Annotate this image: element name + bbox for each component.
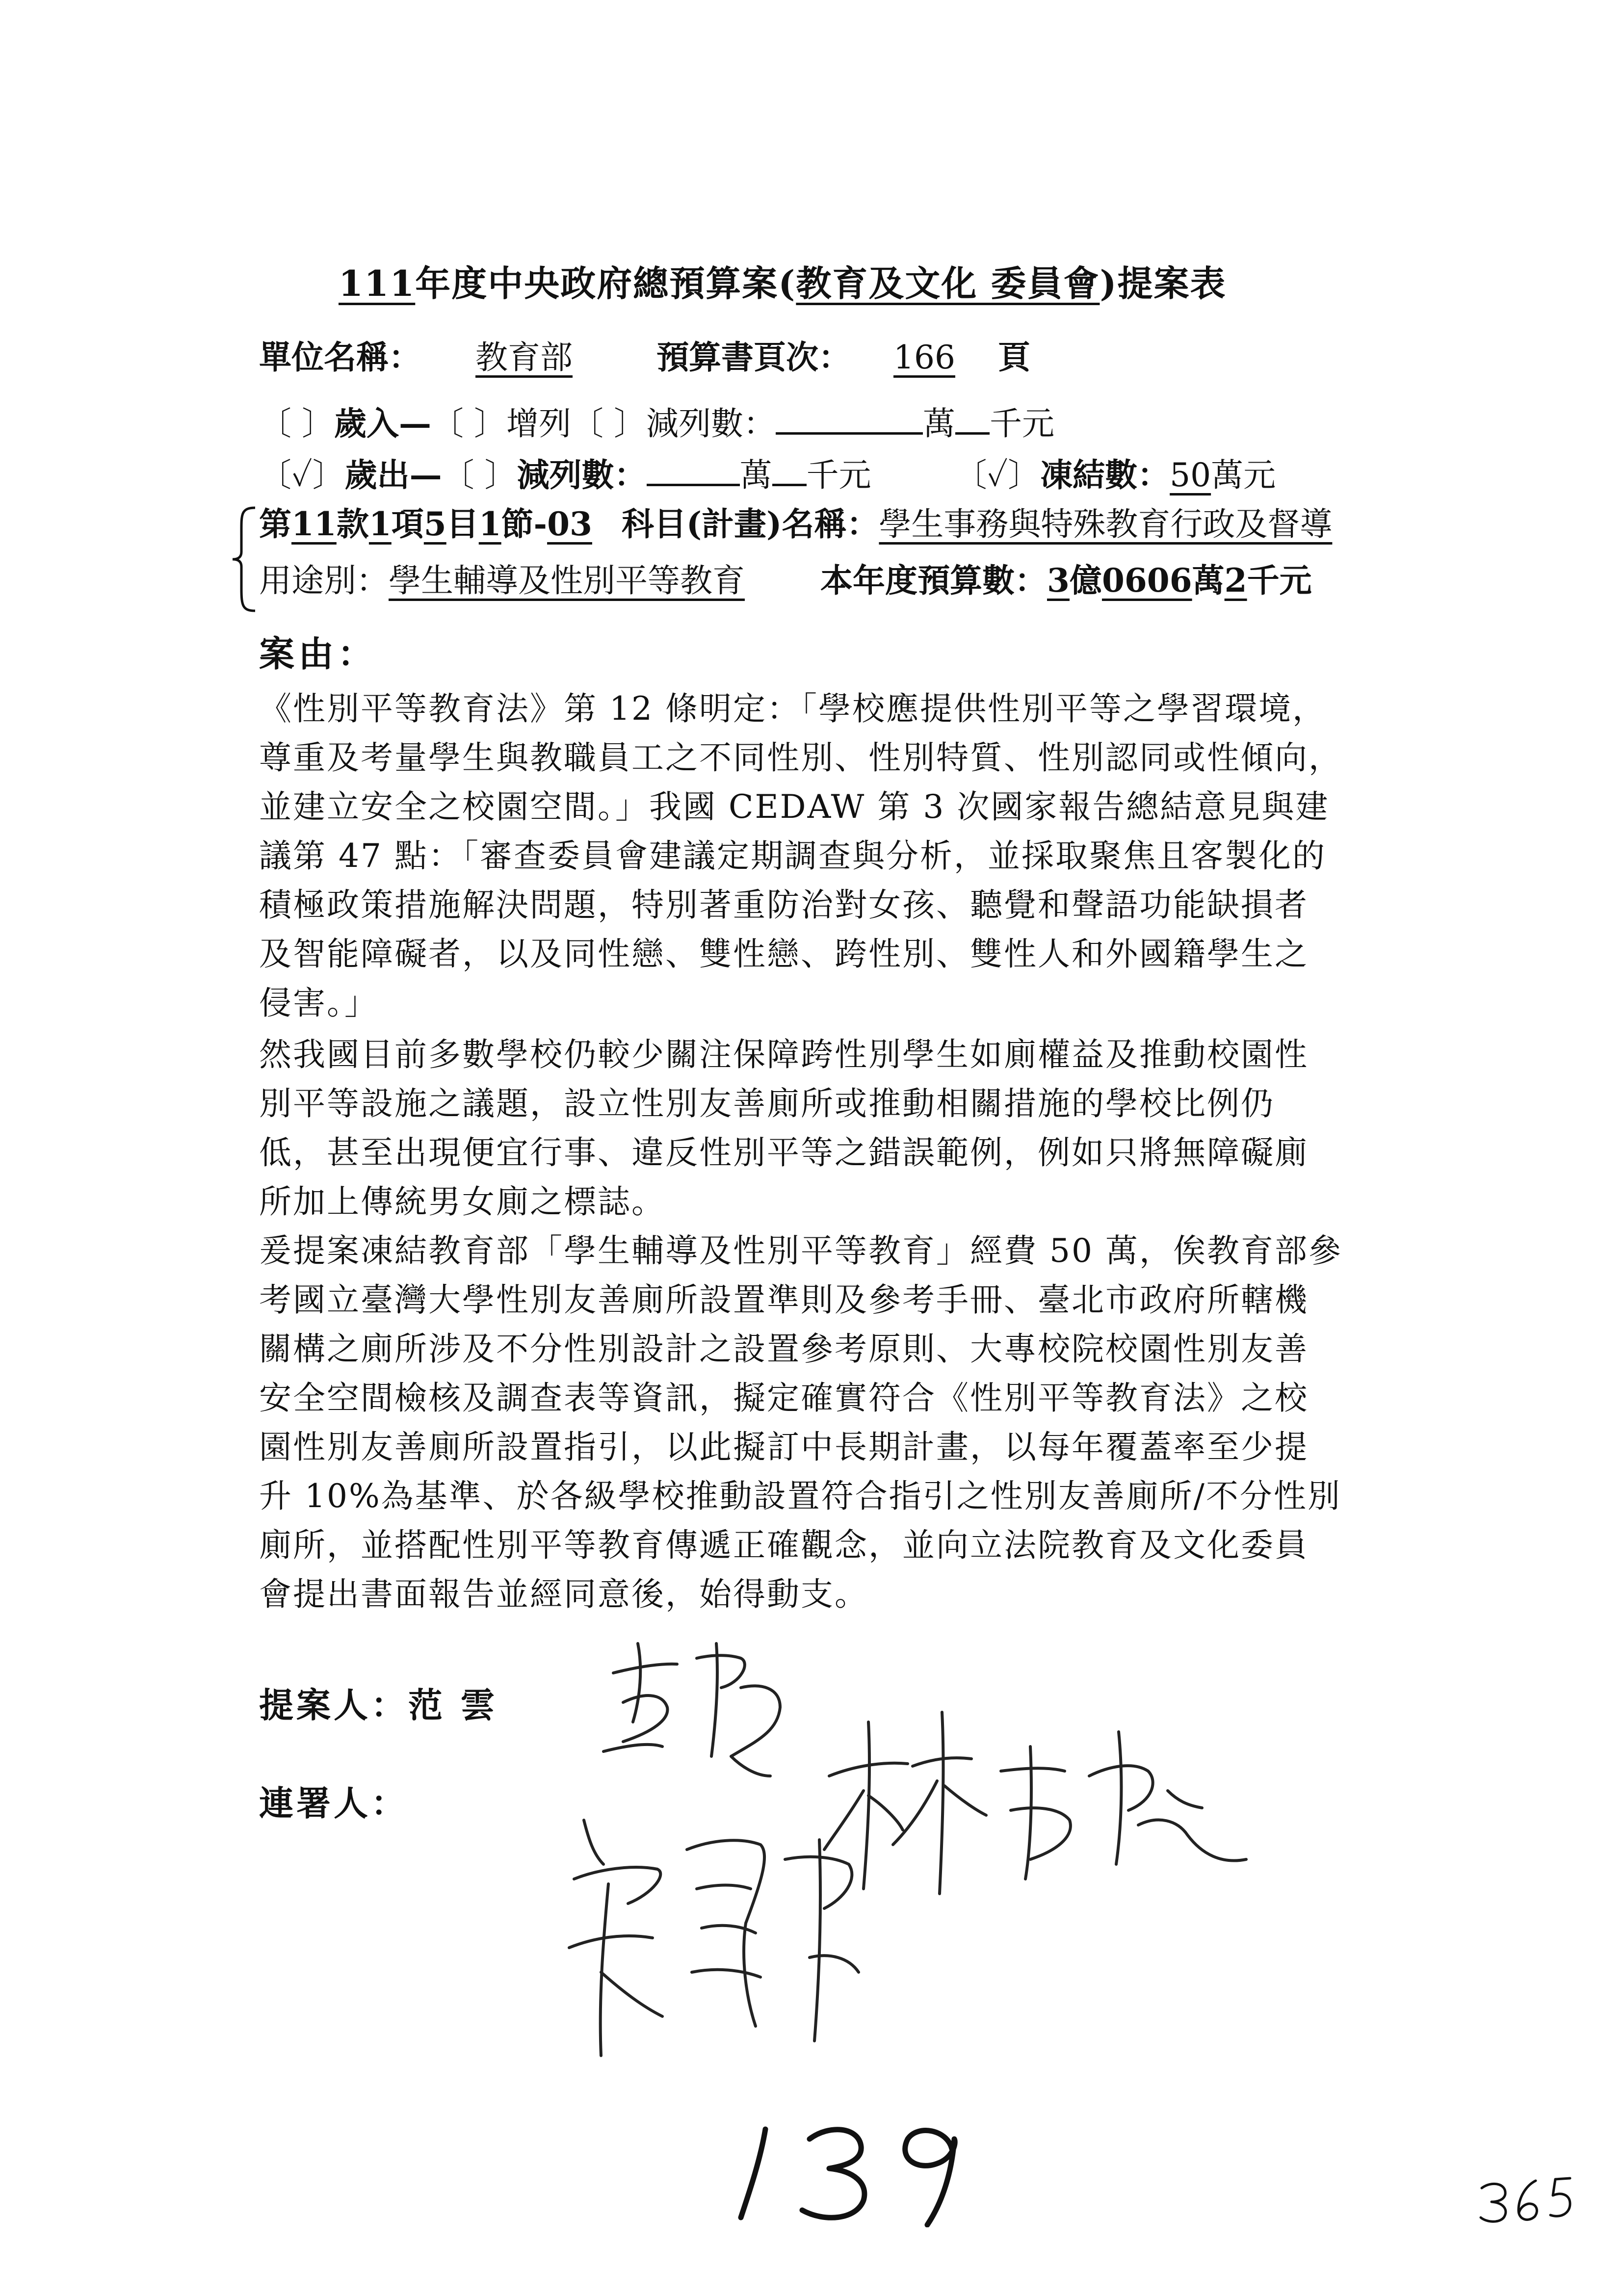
paragraph-line: 所加上傳統男女廁之標誌。 [259,1183,665,1221]
title-committee: 教育及文化 委員會 [796,262,1100,304]
budget-thousand-unit: 千元 [1247,561,1312,600]
title-pre: 年度中央政府總預算案( [415,262,796,304]
increase-checkbox: 〔 〕 [431,405,506,443]
unit-name: 教育部 [475,339,573,376]
freeze-checkbox: 〔✓〕 [954,456,1041,494]
income-checkbox: 〔 〕 [259,405,334,443]
paragraph-line: 廁所，並搭配性別平等教育傳遞正確觀念，並向立法院教育及文化委員 [259,1526,1309,1564]
expense-decrease-checkbox: 〔 〕 [442,456,517,494]
increase-label: 增列 [506,405,571,443]
cosigner-label: 連署人： [259,1783,408,1824]
proposer [259,1678,498,1727]
income-row [259,397,1054,444]
page-unit: 頁 [998,338,1030,376]
budget-wan: 0606 [1101,561,1192,600]
decrease-checkbox: 〔 〕 [571,405,646,443]
paragraph-2 [259,1030,1446,1226]
paragraph-1 [259,684,1446,1028]
paragraph-line: 《性別平等教育法》第 12 條明定：「學校應提供性別平等之學習環境， [259,690,1326,728]
expense-decrease-label: 減列數： [517,456,647,494]
item-mu: 5 [423,505,446,543]
paragraph-line: 考國立臺灣大學性別友善廁所設置準則及參考手冊、臺北市政府所轄機 [259,1281,1309,1319]
page-label: 預算書頁次： [656,338,851,376]
title-post: )提案表 [1100,262,1227,304]
item-jie: 1 [478,505,501,543]
proposer-label: 提案人： [259,1685,408,1725]
budget-page: 166 [893,339,955,376]
usage-row [259,554,1312,601]
subject-label: 科目(計畫)名稱： [621,505,879,543]
budget-label: 本年度預算數： [820,561,1047,600]
budget-thousand: 2 [1224,561,1247,600]
expense-checkbox: 〔✓〕 [259,456,345,494]
item-mu-label: 目 [446,505,479,543]
cosigner-signature-2 [554,1810,873,2075]
paragraph-line: 及智能障礙者，以及同性戀、雙性戀、跨性別、雙性人和外國籍學生之 [259,935,1309,973]
unit-label: 單位名稱： [259,338,421,376]
freeze-unit: 萬元 [1211,456,1276,494]
paragraph-line: 安全空間檢核及調查表等資訊，擬定確實符合《性別平等教育法》之校 [259,1379,1309,1417]
subject-name: 學生事務與特殊教育行政及督導 [879,505,1333,543]
paragraph-line: 爰提案凍結教育部「學生輔導及性別平等教育」經費 50 萬，俟教育部參 [259,1232,1342,1270]
item-xiang: 1 [368,505,392,543]
paragraph-line: 升 10%為基準、於各級學校推動設置符合指引之性別友善廁所/不分性別 [259,1477,1341,1515]
paragraph-line: 積極政策措施解決問題，特別著重防治對女孩、聽覺和聲語功能缺損者 [259,886,1309,924]
income-thousand-blank [955,403,990,435]
page-number [1477,2173,1575,2227]
proposer-name: 范 雲 [408,1685,498,1725]
proposer-signature [594,1629,800,1786]
page-title [339,255,1227,306]
cosigner-signature-1 [814,1702,1256,1908]
item-row [259,498,1332,545]
income-decrease-label: 減列數： [646,405,776,443]
expense-row [259,449,1276,496]
reason-label: 案由： [259,633,377,675]
freeze-label: 凍結數： [1040,456,1170,494]
paragraph-line: 別平等設施之議題，設立性別友善廁所或推動相關措施的學校比例仍 [259,1085,1275,1122]
usage-label: 用途別： [259,562,389,600]
income-label: 歲入— [334,404,431,443]
paragraph-line: 園性別友善廁所設置指引，以此擬訂中長期計畫，以每年覆蓋率至少提 [259,1428,1309,1466]
budget-wan-unit: 萬 [1192,561,1225,600]
paragraph-line: 議第 47 點：「審查委員會建議定期調查與分析，並採取聚焦且客製化的 [259,837,1326,875]
expense-wan-blank [647,454,740,486]
freeze-value: 50 [1170,456,1211,494]
expense-thousand-unit: 千元 [806,456,871,494]
handwritten-number [721,2110,996,2227]
expense-thousand-blank [772,454,807,486]
item-jie-label: 節- [501,505,548,543]
income-thousand-unit: 千元 [989,405,1054,443]
paragraph-line: 然我國目前多數學校仍較少關注保障跨性別學生如廁權益及推動校園性 [259,1036,1309,1073]
budget-yi: 3 [1047,561,1070,600]
paragraph-line: 關構之廁所涉及不分性別設計之設置參考原則、大專校院校園性別友善 [259,1330,1309,1368]
paragraph-line: 並建立安全之校園空間。」我國 CEDAW 第 3 次國家報告總結意見與建 [259,788,1330,826]
paragraph-3 [259,1226,1446,1619]
item-xiang-label: 項 [391,505,424,543]
item-kuan: 11 [291,505,337,543]
unit-row [259,331,1030,378]
income-wan-unit: 萬 [922,405,955,443]
paragraph-line: 會提出書面報告並經同意後，始得動支。 [259,1575,868,1613]
income-wan-blank [776,403,923,435]
title-year: 111 [339,262,416,304]
item-kuan-label: 款 [336,505,369,543]
left-brace [231,505,260,613]
paragraph-line: 低，甚至出現便宜行事、違反性別平等之錯誤範例，例如只將無障礙廁 [259,1134,1309,1172]
item-prefix: 第 [259,505,291,543]
budget-yi-unit: 億 [1069,561,1102,600]
item-sub: 03 [547,505,592,543]
paragraph-line: 尊重及考量學生與教職員工之不同性別、性別特質、性別認同或性傾向， [259,739,1342,777]
expense-label: 歲出— [344,456,442,494]
paragraph-line: 侵害。」 [259,984,378,1022]
usage-name: 學生輔導及性別平等教育 [389,562,745,600]
expense-wan-unit: 萬 [739,456,772,494]
